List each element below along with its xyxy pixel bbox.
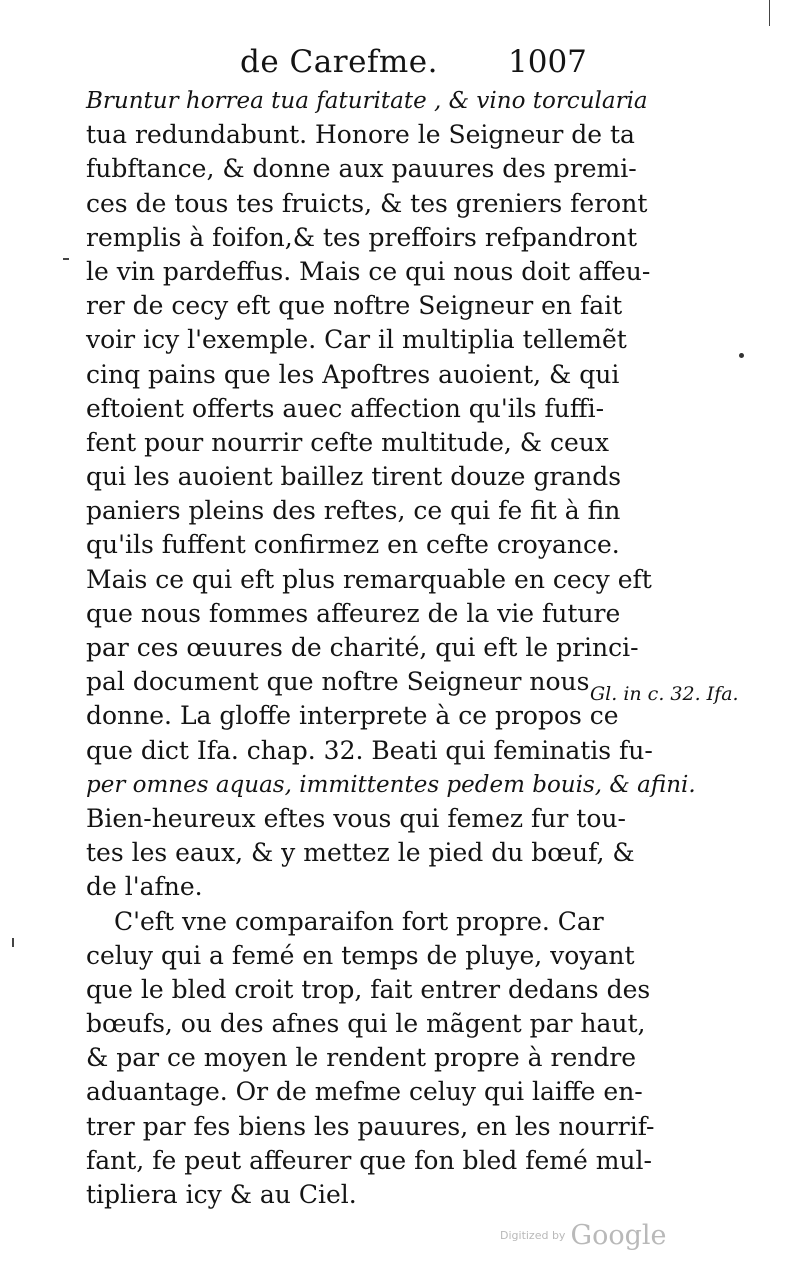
text-line: tes les eaux, & y mettez le pied du bœuf, &	[86, 838, 635, 868]
text-line: par ces œuures de charité, qui eft le princi-	[86, 633, 639, 662]
text-line: aduantage. Or de mefme celuy qui laiffe en-	[86, 1077, 643, 1107]
text-line: donne. La gloffe interprete à ce propos ce	[86, 701, 619, 731]
text-line: tua redundabunt. Honore le Seigneur de ta	[86, 120, 635, 150]
page-number: 1007	[508, 44, 587, 80]
running-head: de Carefme.	[240, 44, 438, 80]
text-line: pal document que noftre Seigneur nous	[86, 667, 590, 697]
text-line: qu'ils fuffent confirmez en cefte croyance.	[86, 530, 620, 560]
text-line: trer par fes biens les pauures, en les nourrif-	[86, 1111, 655, 1141]
digitized-by-google-watermark	[500, 1220, 667, 1251]
text-line: & par ce moyen le rendent propre à rendre	[86, 1043, 637, 1073]
text-line: fent pour nourrir cefte multitude, & ceux	[86, 427, 609, 457]
text-line: C'eft vne comparaifon fort propre. Car	[114, 906, 604, 936]
text-line: per omnes aquas, immittentes pedem bouis, & afini.	[86, 771, 696, 798]
text-line: Bruntur horrea tua faturitate , & vino torcularia	[86, 88, 648, 114]
text-line: que le bled croit trop, fait entrer dedans des	[86, 974, 651, 1004]
marginal-note: Gl. in c. 32. Ifa.	[590, 683, 739, 705]
text-line: le vin pardeffus. Mais ce qui nous doit affeu-	[86, 256, 651, 286]
text-line: fant, fe peut affeurer que fon bled femé mul-	[86, 1145, 652, 1175]
scan-speck	[739, 353, 744, 358]
text-line: rer de cecy eft que noftre Seigneur en fait	[86, 291, 623, 321]
text-line: qui les auoient baillez tirent douze grands	[86, 462, 622, 492]
text-line: remplis à foifon,& tes preffoirs refpandront	[86, 222, 637, 252]
google-logo: Google	[570, 1220, 667, 1251]
text-line: bœufs, ou des afnes qui le mãgent par haut,	[86, 1009, 646, 1039]
watermark-prefix: Digitized by	[500, 1229, 566, 1242]
text-line: ces de tous tes fruicts, & tes greniers feront	[86, 188, 648, 218]
text-line: fubftance, & donne aux pauures des premi-	[86, 154, 637, 184]
scan-edge-mark	[12, 938, 14, 947]
text-line: voir icy l'exemple. Car il multiplia tellemẽt	[86, 325, 627, 355]
text-line: eftoient offerts auec affection qu'ils fuffi-	[86, 393, 605, 423]
text-line: que dict Ifa. chap. 32. Beati qui feminatis fu-	[86, 735, 653, 765]
text-line: paniers pleins des reftes, ce qui fe fit à fin	[86, 496, 621, 526]
text-line: tipliera icy & au Ciel.	[86, 1180, 357, 1209]
text-line: que nous fommes affeurez de la vie future	[86, 598, 621, 628]
text-line: de l'afne.	[86, 872, 203, 902]
text-line: Bien-heureux eftes vous qui femez fur tou-	[86, 803, 626, 833]
scan-edge-mark	[769, 0, 770, 26]
text-line: celuy qui a femé en temps de pluye, voyant	[86, 940, 635, 970]
text-line: cinq pains que les Apoftres auoient, & qui	[86, 359, 620, 389]
text-line: Mais ce qui eft plus remarquable en cecy eft	[86, 564, 652, 594]
scan-edge-mark	[63, 258, 69, 260]
